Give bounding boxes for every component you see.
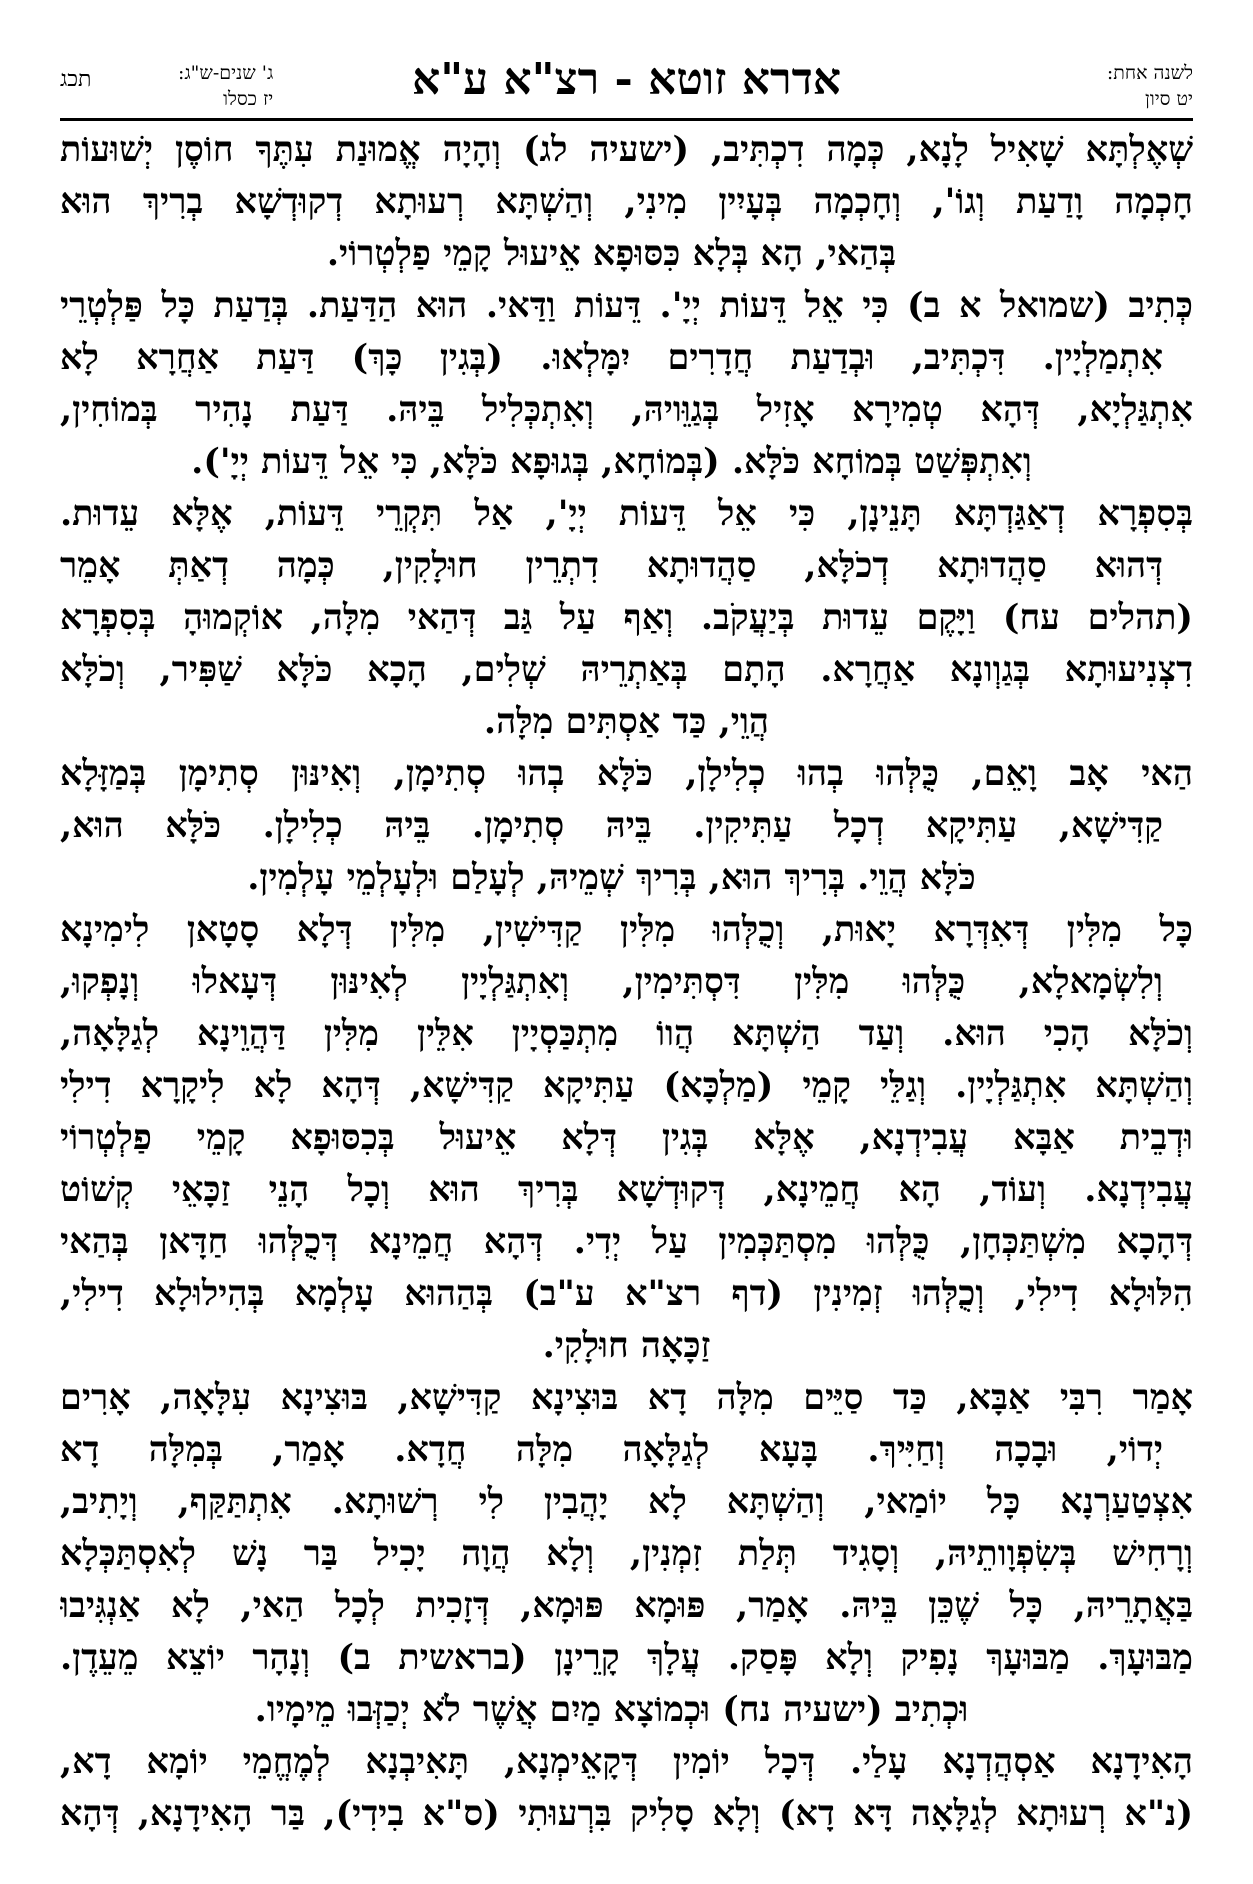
text-line: כֹּלָּא הֲוֵי. בְּרִיךְ הוּא, בְּרִיךְ שְׁמֵיהּ, לְעָלַם וּלְעָלְמֵי עָלְמִין. xyxy=(247,857,976,898)
text-line: וְלִשְׂמָאלָא, כֻּלְּהוּ מִלִּין דִּסְתִּימִין, וְאִתְגַּלְיָין לְאִינּוּן דְּעָאלוּ וְנָפְקוּ, xyxy=(60,961,1163,1002)
text-line: בְּהַאי, הָא בְּלָא כִּסּוּפָא אֵיעוּל קָמֵי פַלְטְרוֹי. xyxy=(326,233,897,274)
text-line: דִצְנִיעוּתָא בְּגַוְונָא אַחֲרָא. הָתָם בְּאַתְרֵיהּ שְׁלִים, הָכָא כֹּלָּא שַׁפִּיר, וְכֹלָּא xyxy=(60,649,1193,690)
text-line: דְּהוּא סַהֲדוּתָא דְכֹלָּא, סַהֲדוּתָא דִתְרֵין חוּלָקִין, כְּמָה דְאַתְּ אָמֵר xyxy=(60,545,1163,586)
text-line: קַדִּישָׁא, עַתִּיקָא דְכָל עַתִּיקִין. בֵּיהּ סְתִימָן. בֵּיהּ כְלִילָן. כֹּלָּא הוּא, xyxy=(60,805,1163,846)
text-line: חָכְמָה וָדַעַת וְגוֹ', וְחָכְמָה בְּעָיִין מִינִי, וְהַשְׁתָּא רְעוּתָא דְקוּדְשָׁא בְרִיךְ הוּא xyxy=(60,181,1193,222)
text-line: הַאי אָב וָאֵם, כֻּלְּהוּ בְהוּ כְלִילָן, כֹּלָּא בְהוּ סְתִימָן, וְאִינּוּן סְתִימָן בְּמַזָּלָא xyxy=(60,753,1193,794)
text-line: זַכָּאָה חוּלָקִי. xyxy=(542,1325,711,1366)
text-line: וְהַשְׁתָּא אִתְגַּלְיָין. וְגַלֵּי קָמֵי (מַלְכָּא) עַתִּיקָא קַדִּישָׁא, דְּהָא לָא לִיקָרָא דִילִי xyxy=(60,1065,1193,1106)
text-line: הָאִידָנָא אַסְהֲדְנָא עָלַי. דְּכָל יוֹמִין דְּקָאֵימְנָא, תָּאִיבְנָא לְמֶחֱמֵי יוֹמָא דָא, xyxy=(60,1741,1193,1782)
page-title: אדרא זוטא - רצ"א ע"א xyxy=(411,54,842,105)
page-number: תכג xyxy=(60,67,92,92)
study-cycle-three-years-date: יז כסלו xyxy=(223,88,274,110)
text-line: (תהלים עח) וַיָּקֶם עֵדוּת בְּיַעֲקֹב. וְאַף עַל גַּב דְּהַאי מִלָּה, אוֹקְמוּהָ בְּסִפְרָא xyxy=(60,597,1193,638)
text-line: כְּתִיב (שמואל א ב) כִּי אֵל דֵּעוֹת יְיָ'. דֵּעוֹת וַדַּאי. הוּא הַדַּעַת. בְּדַעַת כָּל פַּלְטְרֵי xyxy=(60,285,1193,326)
study-cycle-three-years-label: ג' שנים-ש"ג: xyxy=(178,62,274,84)
text-line: וְאִתְפְּשַׁט בְּמוֹחָא כֹּלָּא. (בְּמוֹחָא, בְּגוּפָא כֹּלָּא, כִּי אֵל דֵּעוֹת יְיָ'). xyxy=(191,441,1032,482)
text-line: הֲוֵי, כַּד אַסְתִּים מִלָּה. xyxy=(483,701,770,742)
text-line: אָמַר רִבִּי אַבָּא, כַּד סַיֵּים מִלָּה דָא בּוּצִינָא קַדִּישָׁא, בּוּצִינָא עִלָּאָה, אָרִים xyxy=(60,1377,1193,1418)
text-line: וְכֹלָּא הָכִי הוּא. וְעַד הַשְׁתָּא הֲווֹ מִתְכַּסְיָין אִלֵּין מִלִּין דַּהֲוֵינָא לְגַלָּאָה, xyxy=(60,1013,1193,1054)
text-line: כָּל מִלִּין דְּאִדְּרָא יָאוּת, וְכֻלְּהוּ מִלִּין קַדִּישִׁין, מִלִּין דְּלָא סָטָאן לִימִינָא xyxy=(60,909,1193,950)
text-line: אִתְגַּלְיָא, דְּהָא טְמִירָא אָזִיל בְּגַוֵּויהּ, וְאִתְכְּלִיל בֵּיהּ. דַּעַת נָהִיר בְּמוֹחִין, xyxy=(60,389,1193,430)
study-cycle-one-year-date: יט סיון xyxy=(1145,88,1193,110)
page-header xyxy=(60,52,1193,121)
text-line: יְדוֹי, וּבָכָה וְחַיִּיךְ. בָּעָא לְגַלָּאָה מִלָּה חֲדָא. אָמַר, בְּמִלָּה דָא xyxy=(60,1429,1163,1470)
text-line: מַבּוּעָךְ. מַבּוּעָךְ נָפִיק וְלָא פָּסַק. עֲלָךְ קָרֵינָן (בראשית ב) וְנָהָר יוֹצֵא מֵעֵדֶן. xyxy=(60,1637,1193,1678)
text-line: וּכְתִיב (ישעיה נח) וּכְמוֹצָא מַיִם אֲשֶׁר לֹא יְכַזְּבוּ מֵימָיו. xyxy=(254,1689,969,1730)
text-line: אִתְמַלְיָין. דִּכְתִּיב, וּבְדַעַת חֲדָרִים יִמָּלְאוּ. (בְּגִין כָּךְ) דַּעַת אַחֲרָא לָא xyxy=(60,337,1163,378)
text-line: הִלּוּלָא דִילִי, וְכֻלְּהוּ זְמִינִין (דף רצ"א ע"ב) בְּהַהוּא עָלְמָא בְּהִילוּלָא דִילִי, xyxy=(60,1273,1193,1314)
text-line: שְׁאֶלְתָּא שָׁאִיל לָנָא, כְּמָה דִכְתִּיב, (ישעיה לג) וְהָיָה אֱמוּנַת עִתֶּךָ חוֹסֶן יְשׁוּעוֹת xyxy=(60,129,1193,170)
text-line: אִצְטַעַרְנָא כָּל יוֹמַאי, וְהַשְׁתָּא לָא יָהֲבִין לִי רְשׁוּתָא. אִתְתַּקַּף, וְיָתִיב, xyxy=(60,1481,1193,1522)
text-line: וּדְבֵית אַבָּא עֲבִידְנָא, אֶלָּא בְּגִין דְּלָא אֵיעוּל בְּכִסּוּפָא קָמֵי פַלְטְרוֹי xyxy=(60,1117,1193,1158)
text-body xyxy=(60,124,1193,1840)
header-left-labels xyxy=(178,60,273,112)
text-line: (נ"א רְעוּתָא לְגַלָּאָה דָּא דָא) וְלָא סָלִיק בִּרְעוּתִי (ס"א בִידִי), בַּר הָאִידָנָא, דְּהָא xyxy=(60,1793,1193,1834)
text-line: דְּהָכָא מִשְׁתַּכְּחָן, כֻּלְּהוּ מִסְתַּכְּמִין עַל יְדִי. דְּהָא חֲמֵינָא דְּכֻלְּהוּ חַדָּאן בְּהַאי xyxy=(60,1221,1193,1262)
text-line: בְּסִפְרָא דְאַגַּדְתָּא תָּנֵינָן, כִּי אֵל דֵּעוֹת יְיָ', אַל תִּקְרֵי דֵּעוֹת, אֶלָּא עֵדוּת. xyxy=(60,493,1193,534)
text-line: וְרָחִישׁ בְּשִׂפְוָותֵיהּ, וְסָגִיד תְּלַת זִמְנִין, וְלָא הֲוָה יָכִיל בַּר נָשׁ לְאִסְתַּכְּלָא xyxy=(60,1533,1193,1574)
study-cycle-one-year-label: לשנה אחת: xyxy=(1106,62,1193,84)
text-line: בַּאֲתָרֵיהּ, כָּל שֶׁכֵּן בֵּיהּ. אָמַר, פּוּמָא פּוּמָא, דְּזָכִית לְכָל הַאי, לָא אַנְגִּיבוּ xyxy=(60,1585,1193,1626)
text-line: עֲבִידְנָא. וְעוֹד, הָא חֲמֵינָא, דְּקוּדְשָׁא בְּרִיךְ הוּא וְכָל הָנֵי זַכָּאֵי קְשׁוֹט xyxy=(60,1169,1193,1210)
